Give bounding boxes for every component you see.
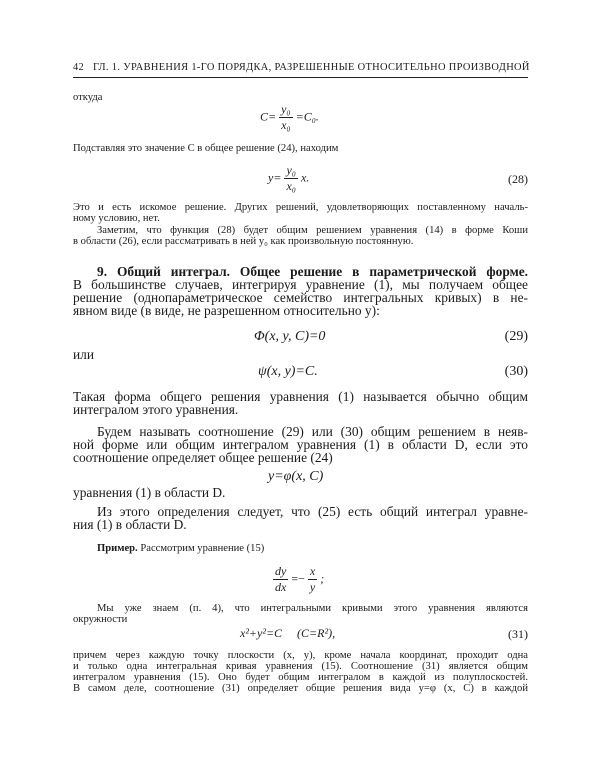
equation-number: (28) [508,172,528,186]
fraction [273,565,288,594]
text-line: Заметим, что функция (28) будет общим решением уравнения (14) в форме Коши [97,225,528,236]
eq-lhs: y= [268,170,282,185]
denominator: dx [275,579,287,594]
running-header [73,62,528,73]
example-text: Рассмотрим уравнение (15) [140,543,265,554]
equation-29: Φ(x, y, C)=0 [254,329,326,344]
text-line: или [73,348,95,362]
numerator: y₀ [286,163,296,177]
operator: =− [291,571,305,586]
numerator: y₀ [281,102,291,116]
fraction [308,565,317,594]
equation-c0 [260,103,319,132]
text-line: уравнения (1) в области D. [73,486,226,500]
denominator: y [309,579,316,594]
text-line: откуда [73,92,103,103]
text-line: ному условию, нет. [73,213,160,224]
fraction [279,103,293,132]
text-line: и только одна интегральная кривая уравнения (15). Соотношение (31) является общим [73,661,528,672]
text-line: В самом деле, соотношение (31) определяет общие решения вида y=φ (x, C) в каждой [73,683,528,694]
denominator: x₀ [281,117,291,132]
numerator: x [309,564,316,578]
text-line: соотношение определяет общее решение (24) [73,451,333,465]
section-heading: 9. Общий интеграл. Общее решение в параметрической форме. [97,265,528,279]
numerator: dy [275,564,287,578]
example-line [97,543,528,555]
eq-lhs: C= [260,109,277,124]
running-title: ГЛ. 1. УРАВНЕНИЯ 1-ГО ПОРЯДКА, РАЗРЕШЕННЫЕ ОТНОСИТЕЛЬНО ПРОИЗВОДНОЙ [92,62,530,73]
equation-15 [270,565,324,594]
text-line: Мы уже знаем (п. 4), что интегральными кривыми этого уравнения являются [97,603,528,614]
header-rule [73,77,528,78]
text-line: ния (1) в области D. [73,518,187,532]
text-line: Будем называть соотношение (29) или (30) общим решением в неяв- [97,425,528,439]
text-line: в области (26), если рассматривать в ней y₀ как произвольную постоянную. [73,236,414,247]
page-number: 42 [73,62,85,73]
text-line: решение (однопараметрическое семейство интегральных кривых) в не- [73,291,528,305]
example-label: Пример. [97,543,138,554]
text-line: Это и есть искомое решение. Других решений, удовлетворяющих поставленному началь- [73,202,528,213]
text-line: интегралом уравнения (15). Оно будет общим интегралом в каждой из полуплоскостей. [73,672,528,683]
text-line: Подставляя это значение C в общее решение (24), находим [73,143,339,154]
equation-number: (29) [504,329,528,344]
equation-number: (30) [504,364,528,379]
eq-rhs: =C₀. [295,109,319,124]
equation-general-solution: y=φ(x, C) [268,469,324,484]
equation-31: x²+y²=C (C=R²), [240,626,336,640]
text-line: Такая форма общего решения уравнения (1) называется обычно общим [73,390,528,404]
denominator: x₀ [286,178,296,193]
equation-number: (31) [508,627,528,641]
equation-30: ψ(x, y)=C. [258,364,318,379]
fraction [284,164,298,193]
text-line: ной форме или общим интегралом уравнения (1) в области D, если это [73,438,528,452]
equation-28 [268,164,309,193]
text-line: окружности [73,614,128,625]
text-line: интегралом этого уравнения. [73,403,239,417]
text-line: причем через каждую точку плоскости (x, y), кроме начала координат, проходит одна [73,650,528,661]
text-line: Из этого определения следует, что (25) есть общий интеграл уравне- [97,505,528,519]
punctuation: ; [320,571,325,586]
eq-rhs: x. [300,170,310,185]
text-line: явном виде (в виде, не разрешенном относительно y): [73,304,380,318]
text-line: В большинстве случаев, интегрируя уравнение (1), мы получаем общее [73,278,528,292]
